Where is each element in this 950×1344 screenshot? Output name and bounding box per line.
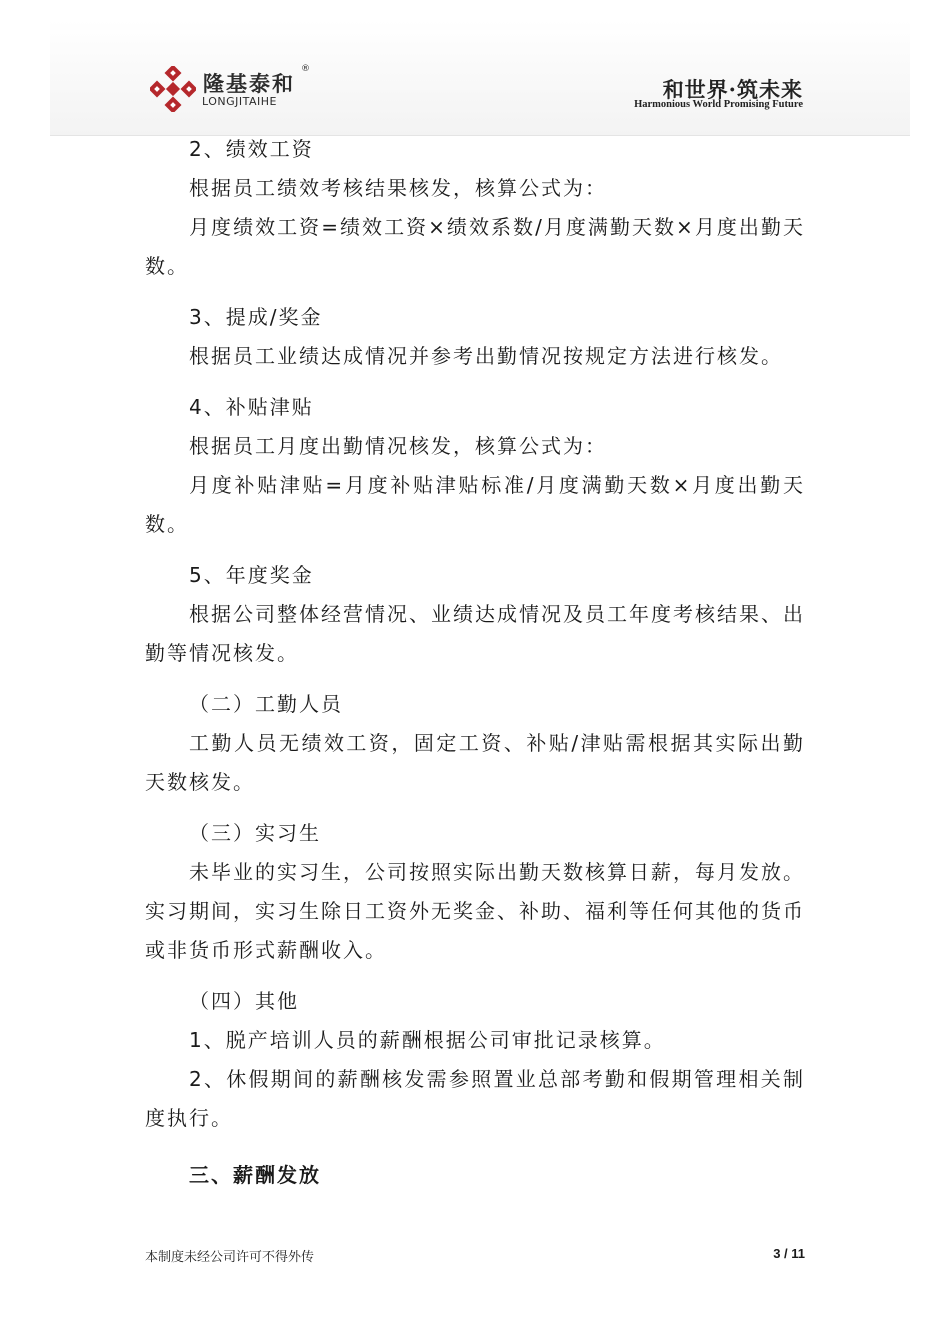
registered-mark: ® xyxy=(301,64,310,74)
paragraph: 根据公司整体经营情况、业绩达成情况及员工年度考核结果、出勤等情况核发。 xyxy=(145,602,805,665)
subheading: （三）实习生 xyxy=(189,821,321,845)
subheading: 4、补贴津贴 xyxy=(189,395,314,419)
formula-paragraph: 月度补贴津贴=月度补贴津贴标准/月度满勤天数×月度出勤天数。 xyxy=(145,473,805,536)
paragraph: 2、休假期间的薪酬核发需参照置业总部考勤和假期管理相关制度执行。 xyxy=(145,1067,805,1130)
paragraph: 工勤人员无绩效工资，固定工资、补贴/津贴需根据其实际出勤天数核发。 xyxy=(145,731,805,794)
subheading: 3、提成/奖金 xyxy=(189,305,323,329)
subheading: 2、绩效工资 xyxy=(189,137,314,161)
section-heading: 三、薪酬发放 xyxy=(189,1163,321,1187)
page-number: 3 / 11 xyxy=(773,1246,805,1261)
document-body xyxy=(145,130,805,1195)
paragraph: 根据员工绩效考核结果核发，核算公式为： xyxy=(189,176,607,200)
paragraph: 根据员工业绩达成情况并参考出勤情况按规定方法进行核发。 xyxy=(189,344,783,368)
paragraph: 1、脱产培训人员的薪酬根据公司审批记录核算。 xyxy=(189,1028,666,1052)
subheading: （二）工勤人员 xyxy=(189,692,343,716)
brand-name-en: LONGJITAIHE xyxy=(202,95,277,108)
paragraph: 未毕业的实习生，公司按照实际出勤天数核算日薪，每月发放。实习期间，实习生除日工资外无奖金、补助、福利等任何其他的货币或非货币形式薪酬收入。 xyxy=(145,860,805,962)
longjitaihe-logo-icon xyxy=(150,66,196,112)
slogan-cn: 和世界·筑未来 xyxy=(662,77,803,102)
paragraph: 根据员工月度出勤情况核发，核算公式为： xyxy=(189,434,607,458)
brand-name-cn: 隆基泰和 xyxy=(203,72,295,96)
subheading: 5、年度奖金 xyxy=(189,563,314,587)
slogan-en: Harmonious World Promising Future xyxy=(634,99,803,110)
footer-notice: 本制度未经公司许可不得外传 xyxy=(145,1250,315,1265)
formula-paragraph: 月度绩效工资=绩效工资×绩效系数/月度满勤天数×月度出勤天数。 xyxy=(145,215,805,278)
subheading: （四）其他 xyxy=(189,989,299,1013)
